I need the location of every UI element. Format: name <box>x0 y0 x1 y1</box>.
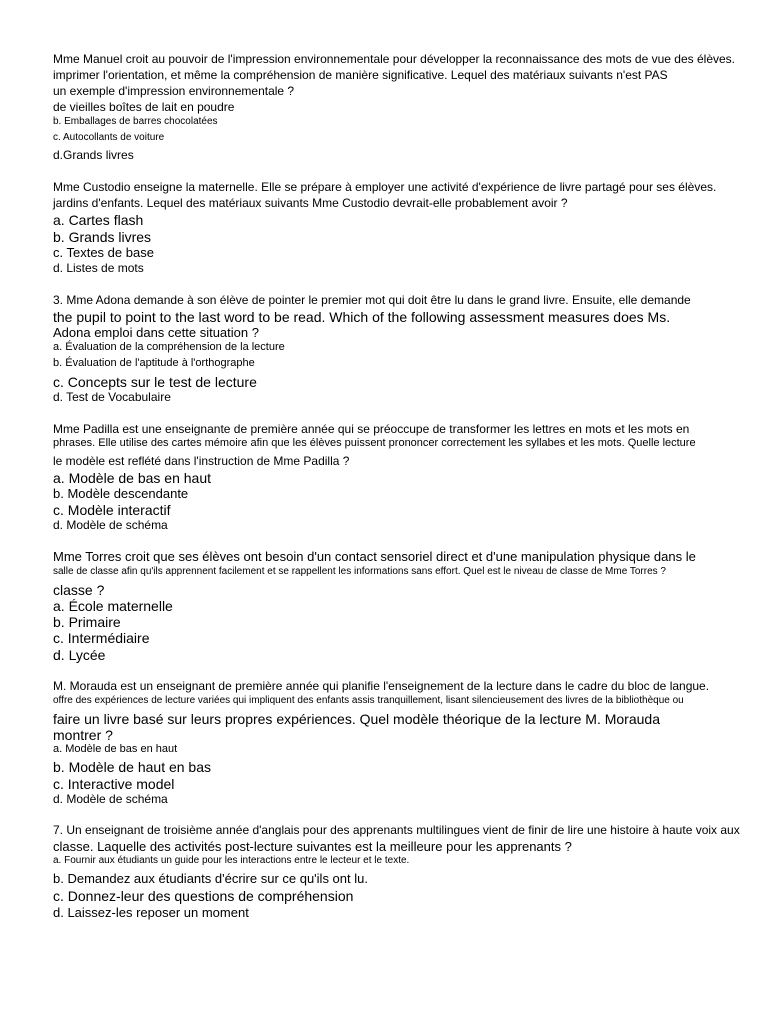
q4-stem-line-1: Mme Padilla est une enseignante de première année qui se préoccupe de transformer les lettres en mots et les mots en <box>53 422 690 436</box>
q2-option-b: b. Grands livres <box>53 229 152 245</box>
q5-option-c: c. Intermédiaire <box>53 630 150 646</box>
q7-stem-line-2: classe. Laquelle des activités post-lecture suivantes est la meilleure pour les apprenants ? <box>53 839 572 854</box>
q1-option-d: d.Grands livres <box>53 148 134 162</box>
q1-option-a: de vieilles boîtes de lait en poudre <box>53 100 235 114</box>
q2-stem-line-2: jardins d'enfants. Lequel des matériaux suivants Mme Custodio devrait-elle probablement avoir ? <box>53 196 568 210</box>
q4-stem-line-3: le modèle est reflété dans l'instruction de Mme Padilla ? <box>53 454 350 468</box>
q6-stem-line-1: M. Morauda est un enseignant de première année qui planifie l'enseignement de la lecture dans le cadre du bloc de langue. <box>53 679 710 693</box>
q3-stem-line-1: 3. Mme Adona demande à son élève de pointer le premier mot qui doit être lu dans le grand livre. Ensuite, elle demande <box>53 293 691 307</box>
q6-stem-line-4: montrer ? <box>53 727 113 743</box>
q2-option-c: c. Textes de base <box>53 245 154 260</box>
q6-stem-line-3: faire un livre basé sur leurs propres expériences. Quel modèle théorique de la lecture M. Morauda <box>53 711 660 727</box>
q4-option-a: a. Modèle de bas en haut <box>53 470 212 486</box>
q3-option-d: d. Test de Vocabulaire <box>53 390 171 404</box>
q6-option-b: b. Modèle de haut en bas <box>53 759 212 775</box>
q5-option-d: d. Lycée <box>53 647 106 663</box>
q7-option-c: c. Donnez-leur des questions de compréhension <box>53 888 354 904</box>
q6-option-a: a. Modèle de bas en haut <box>53 743 178 755</box>
q5-stem-line-3: classe ? <box>53 582 105 598</box>
q1-option-b: b. Emballages de barres chocolatées <box>53 116 218 127</box>
q1-stem-line-1: Mme Manuel croit au pouvoir de l'impression environnementale pour développer la reconnaissance des mots de vue des élèves. <box>53 52 736 66</box>
q4-option-c: c. Modèle interactif <box>53 502 171 518</box>
q1-option-c: c. Autocollants de voiture <box>53 132 165 143</box>
q5-stem-line-2: salle de classe afin qu'ils apprennent facilement et se rappellent les informations sans effort. Quel est le niveau de classe de Mme Torres ? <box>53 566 666 577</box>
q4-option-d: d. Modèle de schéma <box>53 518 168 532</box>
q2-option-d: d. Listes de mots <box>53 261 144 275</box>
q7-option-a: a. Fournir aux étudiants un guide pour les interactions entre le lecteur et le texte. <box>53 855 410 866</box>
q2-option-a: a. Cartes flash <box>53 212 144 228</box>
q5-option-b: b. Primaire <box>53 614 121 630</box>
q6-option-d: d. Modèle de schéma <box>53 792 168 806</box>
q7-stem-line-1: 7. Un enseignant de troisième année d'anglais pour des apprenants multilingues vient de finir de lire une histoire à haute voix aux <box>53 823 740 837</box>
q3-option-c: c. Concepts sur le test de lecture <box>53 374 257 390</box>
q4-stem-line-2: phrases. Elle utilise des cartes mémoire afin que les élèves puissent prononcer correctement les syllabes et les mots. Quelle lecture <box>53 437 696 449</box>
q3-stem-line-3: Adona emploi dans cette situation ? <box>53 325 259 340</box>
q7-option-b: b. Demandez aux étudiants d'écrire sur ce qu'ils ont lu. <box>53 871 368 886</box>
q6-stem-line-2: offre des expériences de lecture variées qui impliquent des enfants assis tranquillement, lisant silencieusement des livres de la bibliothèque ou <box>53 695 684 706</box>
q3-stem-line-2: the pupil to point to the last word to be read. Which of the following assessment measures does Ms. <box>53 309 671 325</box>
q4-option-b: b. Modèle descendante <box>53 486 189 501</box>
q3-option-a: a. Évaluation de la compréhension de la lecture <box>53 341 285 353</box>
q6-option-c: c. Interactive model <box>53 776 175 792</box>
q5-option-a: a. École maternelle <box>53 598 173 614</box>
q1-stem-line-2: imprimer l'orientation, et même la compréhension de manière significative. Lequel des matériaux suivants n'est PAS <box>53 68 668 82</box>
q2-stem-line-1: Mme Custodio enseigne la maternelle. Elle se prépare à employer une activité d'expérience de livre partagé pour ses élèves. <box>53 180 717 194</box>
q5-stem-line-1: Mme Torres croit que ses élèves ont besoin d'un contact sensoriel direct et d'une manipulation physique dans le <box>53 549 696 564</box>
q1-stem-line-3: un exemple d'impression environnementale ? <box>53 84 295 98</box>
q3-option-b: b. Évaluation de l'aptitude à l'orthographe <box>53 357 255 369</box>
q7-option-d: d. Laissez-les reposer un moment <box>53 905 249 920</box>
